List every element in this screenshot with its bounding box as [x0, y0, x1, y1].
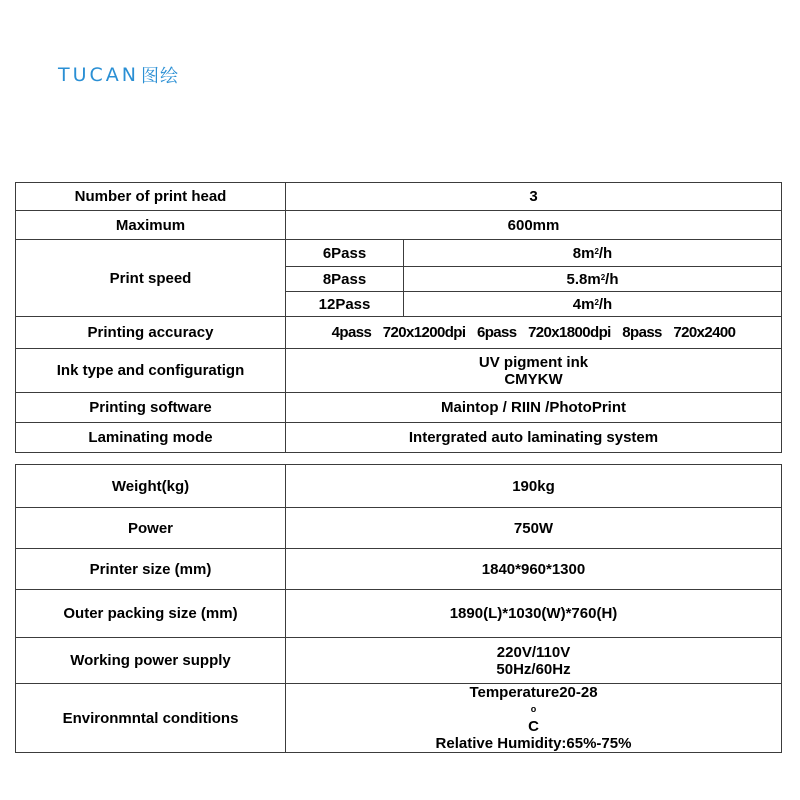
logo-text: TUCAN [58, 64, 139, 86]
table-row [16, 393, 782, 423]
row-value: Intergrated auto laminating system [286, 423, 782, 453]
row-label: Number of print head [16, 183, 286, 211]
table-row [16, 508, 782, 549]
row-value: 3 [286, 183, 782, 211]
pass-label: 12Pass [286, 292, 404, 317]
ink-type: UV pigment ink [478, 353, 589, 371]
row-label: Printing accuracy [16, 317, 286, 349]
pass-label: 8Pass [286, 267, 404, 292]
row-label: Laminating mode [16, 423, 286, 453]
table-row [16, 638, 782, 684]
voltage: 220V/110V [496, 643, 571, 661]
temperature: Temperature20-28 o C [469, 684, 598, 735]
table-row [16, 183, 782, 211]
ink-config: CMYKW [504, 370, 563, 388]
table-row [16, 240, 782, 267]
table-row [16, 423, 782, 453]
row-label: Printer size (mm) [16, 549, 286, 590]
table-row [16, 684, 782, 753]
humidity: Relative Humidity:65%-75% [435, 735, 632, 752]
row-label: Weight(kg) [16, 465, 286, 508]
row-label: Printing software [16, 393, 286, 423]
frequency: 50Hz/60Hz [496, 660, 571, 678]
logo-chinese-text: 图绘 [141, 66, 179, 86]
table-row [16, 317, 782, 349]
tucan-logo [58, 62, 179, 88]
row-label: Power [16, 508, 286, 549]
row-value: 190kg [286, 465, 782, 508]
spec-table-main [15, 182, 782, 453]
row-label: Working power supply [16, 638, 286, 684]
row-value: 4pass 720x1200dpi 6pass 720x1800dpi 8pass 720x2400 [286, 317, 782, 349]
row-value: 600mm [286, 211, 782, 240]
speed-value: $5.8m^2/h$ [404, 267, 782, 292]
row-value: 1840*960*1300 [286, 549, 782, 590]
table-row [16, 549, 782, 590]
row-label: Environmntal conditions [16, 684, 286, 753]
table-row [16, 349, 782, 393]
row-value [286, 349, 782, 393]
row-label: Maximum [16, 211, 286, 240]
row-value: Maintop / RIIN /PhotoPrint [286, 393, 782, 423]
table-row [16, 211, 782, 240]
row-label: Ink type and configuratign [16, 349, 286, 393]
speed-value: $8m^2/h$ [404, 240, 782, 267]
row-label: Print speed [16, 240, 286, 317]
pass-label: 6Pass [286, 240, 404, 267]
table-row [16, 590, 782, 638]
row-value [286, 684, 782, 753]
row-value [286, 638, 782, 684]
row-label: Outer packing size (mm) [16, 590, 286, 638]
spec-table-physical [15, 464, 782, 753]
row-value: 1890(L)*1030(W)*760(H) [286, 590, 782, 638]
table-row [16, 465, 782, 508]
row-value: 750W [286, 508, 782, 549]
speed-value: $4m^2/h$ [404, 292, 782, 317]
